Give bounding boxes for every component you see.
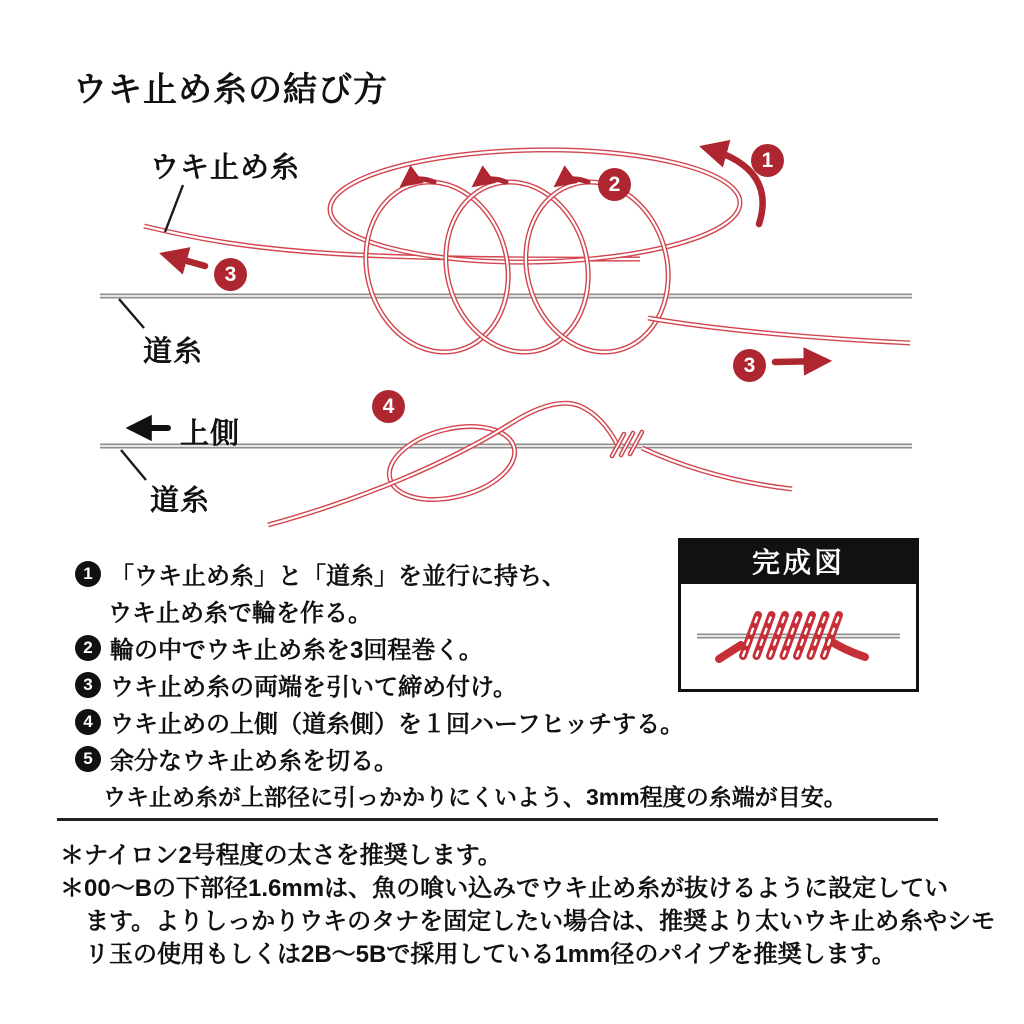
finished-figure-title: 完成図: [681, 541, 916, 584]
step-3-bullet: 3: [75, 672, 101, 698]
step-badge-3-right: 3: [733, 349, 766, 382]
step-5-text2: ウキ止め糸が上部径に引っかかりにくいよう、3mm程度の糸端が目安。: [103, 784, 847, 810]
arrow-pull-left-icon: [166, 255, 205, 266]
step-2-bullet: 2: [75, 635, 101, 661]
pointer-thread-label: [165, 185, 183, 232]
step-5-bullet: 5: [75, 746, 101, 772]
step-5-text: 余分なウキ止め糸を切る。: [110, 748, 398, 775]
thread-label-top: ウキ止め糸: [150, 152, 301, 184]
footnote-1: ＊ナイロン2号程度の太さを推奨します。: [60, 842, 502, 869]
mainline-label-bottom: 道糸: [150, 485, 211, 517]
step-badge-2: 2: [598, 168, 631, 201]
step-5: [75, 740, 847, 777]
finished-knot-illustration: [681, 584, 916, 688]
footnote-2-line-2: ます。よりしっかりウキのタナを固定したい場合は、推奨より太いウキ止め糸やシモ: [85, 908, 996, 935]
arrow-pull-right-icon: [775, 361, 825, 362]
footnote-2-line-3: リ玉の使用もしくは2B〜5Bで採用している1mm径のパイプを推奨します。: [85, 941, 896, 968]
step-4: [75, 703, 847, 740]
step-4-text: ウキ止めの上側（道糸側）を１回ハーフヒッチする。: [110, 711, 685, 738]
step-4-bullet: 4: [75, 709, 101, 735]
footnote-divider: [57, 818, 938, 821]
pointer-mainline-label-bottom: [121, 450, 146, 480]
upper-side-label: 上側: [180, 418, 241, 450]
step-3-text: ウキ止め糸の両端を引いて締め付け。: [110, 674, 518, 701]
step-badge-4: 4: [372, 390, 405, 423]
step-5-continued: [75, 777, 847, 814]
footnotes: [60, 836, 995, 968]
step-2-text: 輪の中でウキ止め糸を3回程巻く。: [110, 637, 483, 664]
page-title: ウキ止め糸の結び方: [73, 71, 388, 109]
pointer-mainline-label-top: [119, 299, 144, 328]
finished-figure-box: [678, 538, 919, 692]
footnote-2-line-1: ＊00〜Bの下部径1.6mmは、魚の喰い込みでウキ止め糸が抜けるように設定してい: [60, 875, 949, 902]
half-hitch-thread: [268, 403, 792, 525]
step-1-bullet: 1: [75, 561, 101, 587]
step-badge-3-left: 3: [214, 258, 247, 291]
mainline-label-top: 道糸: [143, 336, 204, 368]
step-1-text: 「ウキ止め糸」と「道糸」を並行に持ち、: [110, 563, 566, 590]
step-badge-1: 1: [751, 144, 784, 177]
step-1-text2: ウキ止め糸で輪を作る。: [108, 600, 372, 627]
